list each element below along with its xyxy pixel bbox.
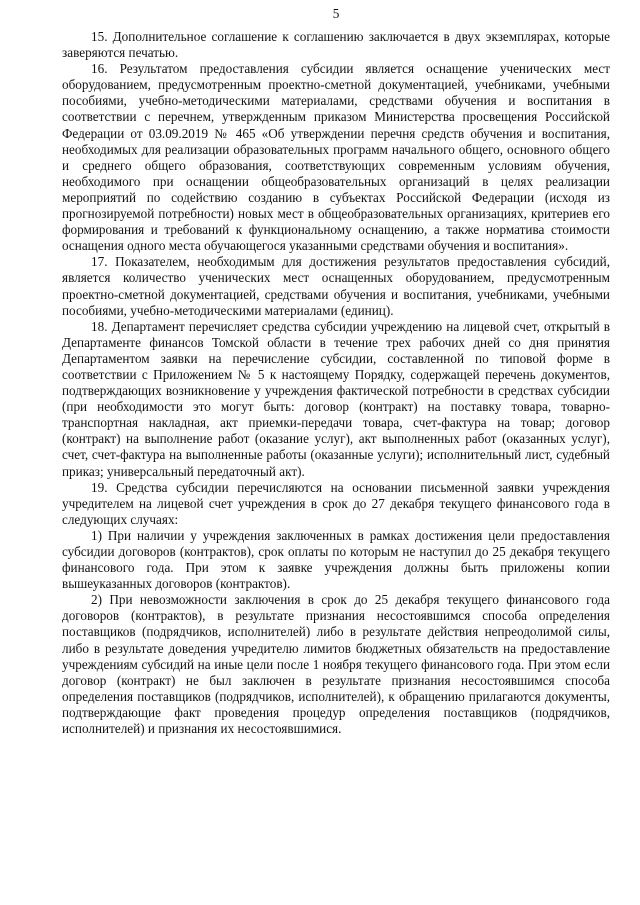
paragraph-17: 17. Показателем, необходимым для достижения результатов предоставления субсидий, является количество ученических мест оснащенных оборудованием, предусмотренным проектно-сметной документацией, средствами обучения и воспитания, учебниками, учебными пособиями, учебно-методическими материалами (единиц). xyxy=(62,254,610,318)
paragraph-19-item-2: 2) При невозможности заключения в срок до 25 декабря текущего финансового года договоров (контрактов), в результате признания несостоявшимся способа определения поставщиков (подрядчиков, исполнителей) либо в результате действия непреодолимой силы, либо в результате доведения учредителю лимитов бюджетных обязательств на предоставление учреждениям субсидий на иные цели после 1 ноября текущего финансового года. При этом если договор (контракт) не был заключен в результате признания несостоявшимся способа определения поставщиков (подрядчиков, исполнителей), к обращению прилагаются документы, подтверждающие факт проведения процедур определения поставщиков (подрядчиков, исполнителей) и признания их несостоявшимися. xyxy=(62,592,610,737)
paragraph-19: 19. Средства субсидии перечисляются на основании письменной заявки учреждения учредителем на лицевой счет учреждения в срок до 27 декабря текущего финансового года в следующих случаях: xyxy=(62,479,610,527)
document-page xyxy=(62,6,610,737)
paragraph-19-item-1: 1) При наличии у учреждения заключенных в рамках достижения цели предоставления субсидии договоров (контрактов), срок оплаты по которым не наступил до 25 декабря текущего финансового года. При этом к заявке учреждения должны быть приложены копии вышеуказанных договоров (контрактов). xyxy=(62,527,610,592)
paragraph-15: 15. Дополнительное соглашение к соглашению заключается в двух экземплярах, которые заверяются печатью. xyxy=(62,29,610,61)
paragraph-16: 16. Результатом предоставления субсидии является оснащение ученических мест оборудованием, предусмотренным проектно-сметной документацией, учебниками, учебными пособиями, учебно-методическими материалами, средствами обучения и воспитания в соответствии с перечнем, утвержденным приказом Министерства просвещения Российской Федерации от 03.09.2019 № 465 «Об утверждении перечня средств обучения и воспитания, необходимых для реализации образовательных программ начального общего, основного общего и среднего общего образования, соответствующих современным условиям обучения, необходимого при оснащении общеобразовательных организаций в целях реализации мероприятий по содействию созданию в субъектах Российской Федерации (исходя из прогнозируемой потребности) новых мест в общеобразовательных организациях, критериев его формирования и требований к функциональному оснащению, а также норматива стоимости оснащения одного места обучающегося указанными средствами обучения и воспитания». xyxy=(62,61,610,254)
page-number: 5 xyxy=(332,6,340,21)
paragraph-18: 18. Департамент перечисляет средства субсидии учреждению на лицевой счет, открытый в Департаменте финансов Томской области в течение трех рабочих дней со дня принятия Департаментом заявки на перечисление субсидии, составленной по типовой форме в соответствии с Приложением № 5 к настоящему Порядку, содержащей перечень документов, подтверждающих возникновение у учреждения фактической потребности в средствах субсидии (при необходимости это могут быть: договор (контракт) на поставку товара, товарно-транспортная накладная, акт приемки-передачи товара, счет-фактура на товар; договор (контракт) на выполнение работ (оказание услуг), акт выполненных работ (оказанных услуг), счет, счет-фактура на выполненные работы (оказанные услуги); исполнительный лист, судебный приказ; универсальный передаточный акт). xyxy=(62,318,610,479)
